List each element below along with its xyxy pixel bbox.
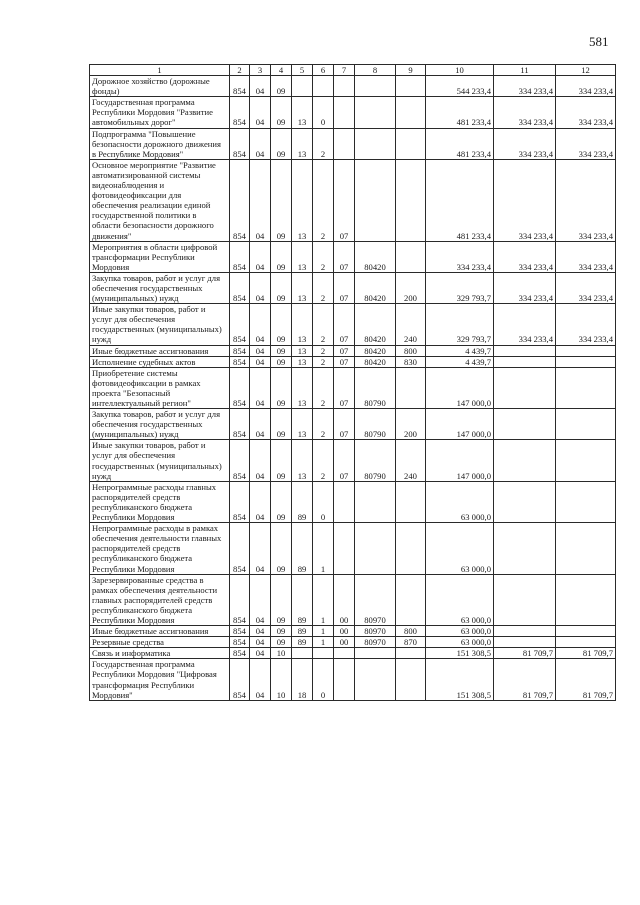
value-cell bbox=[292, 648, 313, 659]
value-cell bbox=[355, 159, 396, 241]
value-cell: 81 709,7 bbox=[494, 659, 556, 700]
column-header: 12 bbox=[556, 65, 616, 76]
value-cell: 09 bbox=[271, 304, 292, 345]
value-cell: 04 bbox=[250, 356, 271, 367]
value-cell bbox=[355, 76, 396, 97]
table-row bbox=[90, 97, 616, 128]
value-cell: 04 bbox=[250, 637, 271, 648]
value-cell: 13 bbox=[292, 241, 313, 272]
value-cell: 854 bbox=[230, 97, 250, 128]
table-row bbox=[90, 304, 616, 345]
value-cell bbox=[313, 648, 334, 659]
value-cell: 854 bbox=[230, 272, 250, 303]
value-cell: 200 bbox=[396, 409, 426, 440]
value-cell: 04 bbox=[250, 128, 271, 159]
value-cell: 481 233,4 bbox=[426, 159, 494, 241]
value-cell: 07 bbox=[334, 409, 355, 440]
value-cell: 151 308,5 bbox=[426, 648, 494, 659]
value-cell: 334 233,4 bbox=[494, 97, 556, 128]
column-header: 5 bbox=[292, 65, 313, 76]
value-cell bbox=[396, 523, 426, 574]
value-cell: 334 233,4 bbox=[556, 241, 616, 272]
value-cell bbox=[355, 128, 396, 159]
value-cell: 09 bbox=[271, 637, 292, 648]
value-cell bbox=[556, 637, 616, 648]
value-cell: 240 bbox=[396, 440, 426, 481]
value-cell: 854 bbox=[230, 481, 250, 522]
value-cell: 2 bbox=[313, 272, 334, 303]
row-name-cell: Мероприятия в области цифровой трансформации Республики Мордовия bbox=[90, 241, 230, 272]
table-row bbox=[90, 659, 616, 700]
value-cell: 13 bbox=[292, 97, 313, 128]
value-cell: 04 bbox=[250, 648, 271, 659]
value-cell bbox=[494, 626, 556, 637]
column-header: 1 bbox=[90, 65, 230, 76]
value-cell: 81 709,7 bbox=[556, 659, 616, 700]
value-cell: 800 bbox=[396, 345, 426, 356]
value-cell: 481 233,4 bbox=[426, 128, 494, 159]
value-cell: 854 bbox=[230, 76, 250, 97]
value-cell: 1 bbox=[313, 626, 334, 637]
value-cell: 09 bbox=[271, 481, 292, 522]
value-cell: 04 bbox=[250, 523, 271, 574]
value-cell: 80970 bbox=[355, 574, 396, 625]
value-cell: 13 bbox=[292, 272, 313, 303]
value-cell: 07 bbox=[334, 304, 355, 345]
value-cell: 854 bbox=[230, 659, 250, 700]
value-cell: 2 bbox=[313, 356, 334, 367]
value-cell bbox=[494, 523, 556, 574]
budget-table bbox=[89, 64, 616, 701]
value-cell: 07 bbox=[334, 345, 355, 356]
value-cell bbox=[396, 241, 426, 272]
value-cell bbox=[494, 440, 556, 481]
value-cell: 04 bbox=[250, 97, 271, 128]
value-cell: 81 709,7 bbox=[494, 648, 556, 659]
value-cell bbox=[494, 409, 556, 440]
row-name-cell: Иные бюджетные ассигнования bbox=[90, 626, 230, 637]
budget-table-container bbox=[89, 64, 616, 701]
value-cell: 334 233,4 bbox=[494, 159, 556, 241]
table-row bbox=[90, 241, 616, 272]
value-cell bbox=[396, 128, 426, 159]
table-row bbox=[90, 409, 616, 440]
value-cell: 04 bbox=[250, 626, 271, 637]
row-name-cell: Непрограммные расходы в рамках обеспечения деятельности главных распорядителей средств республиканского бюджета Республики Мордовия bbox=[90, 523, 230, 574]
table-row bbox=[90, 523, 616, 574]
value-cell: 09 bbox=[271, 523, 292, 574]
row-name-cell: Иные закупки товаров, работ и услуг для обеспечения государственных (муниципальных) нужд bbox=[90, 440, 230, 481]
value-cell: 04 bbox=[250, 481, 271, 522]
value-cell: 09 bbox=[271, 345, 292, 356]
value-cell: 329 793,7 bbox=[426, 304, 494, 345]
value-cell: 830 bbox=[396, 356, 426, 367]
value-cell: 854 bbox=[230, 574, 250, 625]
value-cell bbox=[292, 76, 313, 97]
value-cell: 09 bbox=[271, 159, 292, 241]
value-cell: 89 bbox=[292, 637, 313, 648]
value-cell: 04 bbox=[250, 159, 271, 241]
value-cell: 13 bbox=[292, 409, 313, 440]
row-name-cell: Зарезервированные средства в рамках обеспечения деятельности главных распорядителей средств республиканского бюджета Республики Мордовия bbox=[90, 574, 230, 625]
value-cell: 80970 bbox=[355, 626, 396, 637]
table-row bbox=[90, 626, 616, 637]
value-cell: 2 bbox=[313, 345, 334, 356]
value-cell: 89 bbox=[292, 574, 313, 625]
value-cell: 334 233,4 bbox=[494, 76, 556, 97]
column-header: 8 bbox=[355, 65, 396, 76]
value-cell: 89 bbox=[292, 481, 313, 522]
value-cell: 63 000,0 bbox=[426, 637, 494, 648]
value-cell bbox=[556, 345, 616, 356]
value-cell: 07 bbox=[334, 241, 355, 272]
value-cell: 04 bbox=[250, 304, 271, 345]
row-name-cell: Резервные средства bbox=[90, 637, 230, 648]
value-cell: 334 233,4 bbox=[556, 97, 616, 128]
value-cell: 80420 bbox=[355, 345, 396, 356]
value-cell: 10 bbox=[271, 659, 292, 700]
value-cell: 147 000,0 bbox=[426, 367, 494, 408]
value-cell: 0 bbox=[313, 659, 334, 700]
value-cell bbox=[396, 97, 426, 128]
value-cell: 13 bbox=[292, 367, 313, 408]
value-cell: 04 bbox=[250, 440, 271, 481]
value-cell: 334 233,4 bbox=[556, 76, 616, 97]
value-cell: 2 bbox=[313, 440, 334, 481]
value-cell: 481 233,4 bbox=[426, 97, 494, 128]
value-cell: 854 bbox=[230, 637, 250, 648]
value-cell bbox=[355, 523, 396, 574]
column-header: 3 bbox=[250, 65, 271, 76]
table-row bbox=[90, 440, 616, 481]
value-cell: 334 233,4 bbox=[426, 241, 494, 272]
value-cell: 09 bbox=[271, 272, 292, 303]
value-cell bbox=[334, 481, 355, 522]
table-row bbox=[90, 574, 616, 625]
value-cell bbox=[494, 574, 556, 625]
value-cell bbox=[334, 659, 355, 700]
value-cell: 63 000,0 bbox=[426, 626, 494, 637]
value-cell: 80790 bbox=[355, 367, 396, 408]
value-cell: 854 bbox=[230, 648, 250, 659]
table-header bbox=[90, 65, 616, 76]
value-cell: 854 bbox=[230, 345, 250, 356]
value-cell: 04 bbox=[250, 659, 271, 700]
row-name-cell: Государственная программа Республики Мордовия "Развитие автомобильных дорог" bbox=[90, 97, 230, 128]
value-cell: 13 bbox=[292, 159, 313, 241]
value-cell: 63 000,0 bbox=[426, 481, 494, 522]
value-cell: 04 bbox=[250, 409, 271, 440]
value-cell: 13 bbox=[292, 128, 313, 159]
value-cell bbox=[355, 648, 396, 659]
row-name-cell: Иные бюджетные ассигнования bbox=[90, 345, 230, 356]
value-cell bbox=[556, 367, 616, 408]
table-row bbox=[90, 367, 616, 408]
value-cell: 09 bbox=[271, 367, 292, 408]
value-cell bbox=[556, 523, 616, 574]
value-cell: 04 bbox=[250, 345, 271, 356]
value-cell bbox=[494, 345, 556, 356]
table-row bbox=[90, 637, 616, 648]
value-cell: 4 439,7 bbox=[426, 345, 494, 356]
value-cell: 854 bbox=[230, 440, 250, 481]
value-cell: 854 bbox=[230, 128, 250, 159]
table-row bbox=[90, 76, 616, 97]
value-cell bbox=[334, 523, 355, 574]
value-cell: 09 bbox=[271, 440, 292, 481]
value-cell bbox=[313, 76, 334, 97]
row-name-cell: Иные закупки товаров, работ и услуг для обеспечения государственных (муниципальных) нужд bbox=[90, 304, 230, 345]
value-cell: 63 000,0 bbox=[426, 523, 494, 574]
value-cell: 80420 bbox=[355, 241, 396, 272]
value-cell: 334 233,4 bbox=[556, 272, 616, 303]
value-cell: 2 bbox=[313, 128, 334, 159]
value-cell: 04 bbox=[250, 76, 271, 97]
value-cell bbox=[494, 356, 556, 367]
value-cell bbox=[396, 367, 426, 408]
row-name-cell: Основное мероприятие "Развитие автоматизированной системы видеонаблюдения и фотовидеофиксации для обеспечения реализации единой государственной политики в области безопасности дорожного движения" bbox=[90, 159, 230, 241]
value-cell: 2 bbox=[313, 409, 334, 440]
value-cell bbox=[556, 626, 616, 637]
value-cell: 80790 bbox=[355, 440, 396, 481]
value-cell: 80420 bbox=[355, 356, 396, 367]
value-cell: 329 793,7 bbox=[426, 272, 494, 303]
value-cell: 334 233,4 bbox=[494, 272, 556, 303]
value-cell: 13 bbox=[292, 440, 313, 481]
value-cell: 1 bbox=[313, 637, 334, 648]
value-cell: 04 bbox=[250, 272, 271, 303]
value-cell bbox=[396, 574, 426, 625]
value-cell: 200 bbox=[396, 272, 426, 303]
value-cell: 334 233,4 bbox=[494, 241, 556, 272]
value-cell bbox=[334, 97, 355, 128]
page-number: 581 bbox=[589, 34, 609, 49]
value-cell: 2 bbox=[313, 304, 334, 345]
table-row bbox=[90, 481, 616, 522]
value-cell: 854 bbox=[230, 409, 250, 440]
value-cell: 81 709,7 bbox=[556, 648, 616, 659]
value-cell: 09 bbox=[271, 128, 292, 159]
value-cell: 13 bbox=[292, 356, 313, 367]
value-cell: 10 bbox=[271, 648, 292, 659]
value-cell bbox=[334, 128, 355, 159]
row-name-cell: Закупка товаров, работ и услуг для обеспечения государственных (муниципальных) нужд bbox=[90, 409, 230, 440]
value-cell: 09 bbox=[271, 409, 292, 440]
value-cell: 80790 bbox=[355, 409, 396, 440]
value-cell: 00 bbox=[334, 637, 355, 648]
value-cell: 09 bbox=[271, 574, 292, 625]
value-cell bbox=[396, 481, 426, 522]
value-cell: 18 bbox=[292, 659, 313, 700]
value-cell bbox=[396, 648, 426, 659]
value-cell bbox=[494, 481, 556, 522]
column-header: 4 bbox=[271, 65, 292, 76]
row-name-cell: Дорожное хозяйство (дорожные фонды) bbox=[90, 76, 230, 97]
value-cell: 4 439,7 bbox=[426, 356, 494, 367]
table-body bbox=[90, 76, 616, 701]
value-cell: 13 bbox=[292, 304, 313, 345]
value-cell: 334 233,4 bbox=[494, 128, 556, 159]
value-cell: 00 bbox=[334, 626, 355, 637]
column-header: 11 bbox=[494, 65, 556, 76]
row-name-cell: Приобретение системы фотовидеофиксации в рамках проекта "Безопасный интеллектуальный регион" bbox=[90, 367, 230, 408]
value-cell bbox=[334, 648, 355, 659]
table-row bbox=[90, 356, 616, 367]
value-cell: 854 bbox=[230, 241, 250, 272]
value-cell: 80420 bbox=[355, 304, 396, 345]
value-cell bbox=[556, 574, 616, 625]
value-cell: 1 bbox=[313, 574, 334, 625]
table-row bbox=[90, 128, 616, 159]
value-cell: 63 000,0 bbox=[426, 574, 494, 625]
value-cell: 1 bbox=[313, 523, 334, 574]
value-cell: 0 bbox=[313, 97, 334, 128]
value-cell: 07 bbox=[334, 272, 355, 303]
header-row bbox=[90, 65, 616, 76]
value-cell: 09 bbox=[271, 241, 292, 272]
column-header: 10 bbox=[426, 65, 494, 76]
value-cell: 09 bbox=[271, 97, 292, 128]
row-name-cell: Закупка товаров, работ и услуг для обеспечения государственных (муниципальных) нужд bbox=[90, 272, 230, 303]
row-name-cell: Связь и информатика bbox=[90, 648, 230, 659]
value-cell: 07 bbox=[334, 367, 355, 408]
table-row bbox=[90, 648, 616, 659]
row-name-cell: Государственная программа Республики Мордовия "Цифровая трансформация Республики Мордовия" bbox=[90, 659, 230, 700]
value-cell: 151 308,5 bbox=[426, 659, 494, 700]
value-cell: 147 000,0 bbox=[426, 440, 494, 481]
value-cell bbox=[556, 356, 616, 367]
value-cell: 80420 bbox=[355, 272, 396, 303]
value-cell: 334 233,4 bbox=[556, 128, 616, 159]
value-cell: 800 bbox=[396, 626, 426, 637]
value-cell: 07 bbox=[334, 440, 355, 481]
value-cell: 854 bbox=[230, 304, 250, 345]
value-cell: 89 bbox=[292, 523, 313, 574]
row-name-cell: Подпрограмма "Повышение безопасности дорожного движения в Республике Мордовия" bbox=[90, 128, 230, 159]
value-cell: 334 233,4 bbox=[556, 304, 616, 345]
value-cell: 2 bbox=[313, 159, 334, 241]
value-cell: 334 233,4 bbox=[494, 304, 556, 345]
value-cell: 240 bbox=[396, 304, 426, 345]
value-cell bbox=[396, 159, 426, 241]
value-cell: 13 bbox=[292, 345, 313, 356]
value-cell: 544 233,4 bbox=[426, 76, 494, 97]
value-cell bbox=[396, 76, 426, 97]
value-cell bbox=[355, 659, 396, 700]
value-cell: 147 000,0 bbox=[426, 409, 494, 440]
value-cell: 07 bbox=[334, 159, 355, 241]
value-cell bbox=[494, 637, 556, 648]
row-name-cell: Непрограммные расходы главных распорядителей средств республиканского бюджета Республики Мордовия bbox=[90, 481, 230, 522]
column-header: 2 bbox=[230, 65, 250, 76]
value-cell bbox=[396, 659, 426, 700]
value-cell: 04 bbox=[250, 241, 271, 272]
value-cell: 00 bbox=[334, 574, 355, 625]
table-row bbox=[90, 159, 616, 241]
value-cell: 2 bbox=[313, 241, 334, 272]
column-header: 9 bbox=[396, 65, 426, 76]
value-cell bbox=[556, 409, 616, 440]
value-cell: 854 bbox=[230, 626, 250, 637]
value-cell: 870 bbox=[396, 637, 426, 648]
value-cell bbox=[556, 481, 616, 522]
value-cell: 854 bbox=[230, 159, 250, 241]
value-cell: 07 bbox=[334, 356, 355, 367]
table-row bbox=[90, 272, 616, 303]
value-cell: 854 bbox=[230, 523, 250, 574]
value-cell: 09 bbox=[271, 626, 292, 637]
value-cell: 2 bbox=[313, 367, 334, 408]
value-cell bbox=[334, 76, 355, 97]
column-header: 7 bbox=[334, 65, 355, 76]
value-cell: 854 bbox=[230, 356, 250, 367]
row-name-cell: Исполнение судебных актов bbox=[90, 356, 230, 367]
value-cell bbox=[494, 367, 556, 408]
value-cell: 854 bbox=[230, 367, 250, 408]
value-cell bbox=[355, 481, 396, 522]
value-cell: 09 bbox=[271, 356, 292, 367]
table-row bbox=[90, 345, 616, 356]
value-cell: 89 bbox=[292, 626, 313, 637]
value-cell: 04 bbox=[250, 574, 271, 625]
value-cell: 09 bbox=[271, 76, 292, 97]
value-cell: 334 233,4 bbox=[556, 159, 616, 241]
value-cell: 0 bbox=[313, 481, 334, 522]
value-cell: 80970 bbox=[355, 637, 396, 648]
value-cell bbox=[556, 440, 616, 481]
value-cell: 04 bbox=[250, 367, 271, 408]
value-cell bbox=[355, 97, 396, 128]
column-header: 6 bbox=[313, 65, 334, 76]
